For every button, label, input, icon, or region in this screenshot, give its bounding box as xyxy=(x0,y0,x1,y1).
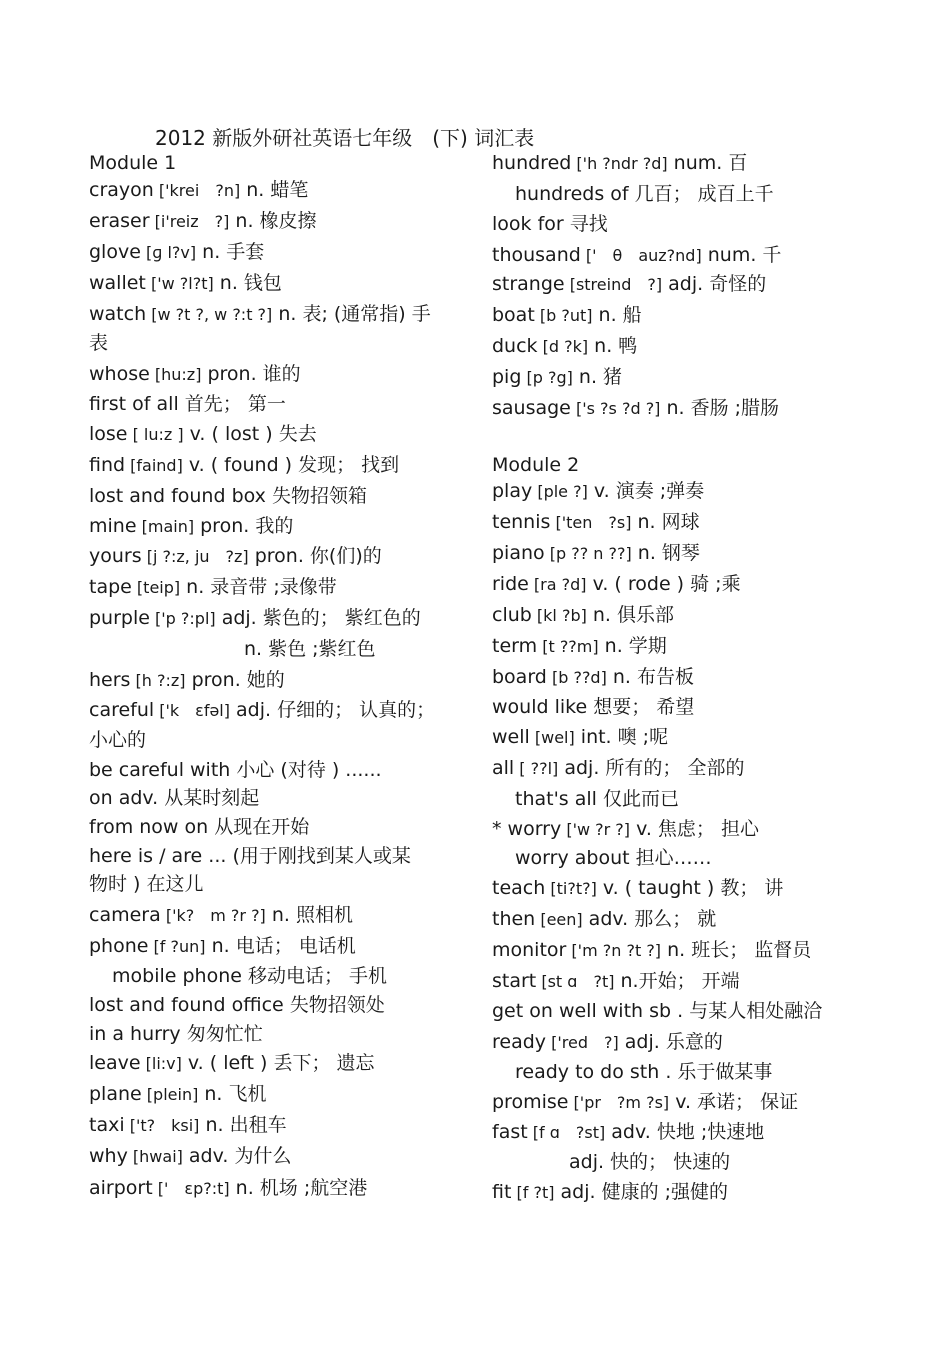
vocab-phonetic: [i'reiz ?] xyxy=(149,212,230,231)
vocab-entry-left xyxy=(89,483,367,509)
vocab-phonetic: ['k? m ?r ?] xyxy=(160,906,266,925)
vocab-phonetic: [ɡ l?v] xyxy=(140,243,197,262)
vocab-meaning: n.开始； 开端 xyxy=(614,970,740,992)
vocab-entry-left xyxy=(89,1175,367,1202)
vocab-phonetic: ['red ?] xyxy=(546,1033,619,1052)
vocab-word: all xyxy=(492,757,515,779)
vocab-entry-left xyxy=(89,391,286,417)
vocab-entry-left xyxy=(89,636,376,662)
vocab-word: promise xyxy=(492,1091,569,1113)
vocab-word: taxi xyxy=(89,1114,125,1136)
vocab-meaning: 失物招领处 xyxy=(283,994,385,1016)
vocab-phonetic: ['pr ?m ?s] xyxy=(568,1093,670,1112)
vocab-entry-left xyxy=(89,727,146,753)
vocab-entry-right xyxy=(492,724,668,751)
vocab-word: crayon xyxy=(89,179,154,201)
vocab-word: why xyxy=(89,1145,128,1167)
vocab-entry-left xyxy=(89,301,431,328)
vocab-word: strange xyxy=(492,273,565,295)
vocab-meaning: n. 船 xyxy=(592,304,642,326)
vocab-word: boat xyxy=(492,304,535,326)
vocab-meaning: v. ( taught ) 教； 讲 xyxy=(596,877,784,899)
vocab-word: from now on xyxy=(89,816,209,838)
vocab-meaning: v. ( found ) 发现； 找到 xyxy=(182,454,400,476)
vocab-entry-right xyxy=(492,875,783,902)
vocab-meaning: n. 俱乐部 xyxy=(586,604,675,626)
vocab-word: get on well with sb . xyxy=(492,1000,684,1022)
vocab-word: thousand xyxy=(492,244,581,266)
vocab-meaning: 失物招领箱 xyxy=(265,485,367,507)
vocab-phonetic: [streind ?] xyxy=(564,275,663,294)
vocab-meaning: n. 鸭 xyxy=(588,335,638,357)
vocab-word: leave xyxy=(89,1052,141,1074)
vocab-meaning: 首先； 第一 xyxy=(178,393,286,415)
vocab-entry-right xyxy=(492,816,759,843)
vocab-entry-right xyxy=(492,271,766,298)
vocab-phonetic: [hwai] xyxy=(127,1147,183,1166)
vocab-entry-right xyxy=(492,181,774,207)
vocab-meaning: n. 班长； 监督员 xyxy=(661,939,812,961)
vocab-word: ready to do sth . xyxy=(515,1061,672,1083)
vocab-meaning: 从某时刻起 xyxy=(158,787,260,809)
vocab-entry-left xyxy=(89,785,259,811)
vocab-entry-right xyxy=(492,998,822,1024)
vocab-entry-left xyxy=(89,992,385,1018)
vocab-entry-right xyxy=(492,509,700,536)
vocab-meaning: adj. 奇怪的 xyxy=(662,273,767,295)
vocab-entry-right xyxy=(492,755,744,782)
vocab-phonetic: [b ??d] xyxy=(546,668,607,687)
vocab-meaning: pron. 我的 xyxy=(194,515,294,537)
vocab-entry-left xyxy=(89,513,293,540)
vocab-entry-left xyxy=(89,177,308,204)
vocab-phonetic: [p ?? n ??] xyxy=(544,544,632,563)
vocab-word: monitor xyxy=(492,939,567,961)
vocab-phonetic: [een] xyxy=(535,910,583,929)
vocab-entry-right xyxy=(492,937,811,964)
vocab-word: hers xyxy=(89,669,131,691)
vocab-meaning: v. 承诺； 保证 xyxy=(669,1091,799,1113)
vocab-phonetic: ['s ?s ?d ?] xyxy=(570,399,661,418)
vocab-word: purple xyxy=(89,607,150,629)
vocab-phonetic: [main] xyxy=(136,517,195,536)
vocab-entry-right xyxy=(492,694,694,720)
vocab-word: phone xyxy=(89,935,149,957)
vocab-meaning: adj. 所有的； 全部的 xyxy=(558,757,745,779)
vocab-meaning: adj. 仔细的； 认真的； xyxy=(230,699,436,721)
vocab-entry-right xyxy=(492,906,716,933)
vocab-word: 物时 ) 在这儿 xyxy=(89,873,204,895)
vocab-entry-left xyxy=(89,963,387,989)
vocab-phonetic: [d ?k] xyxy=(537,337,589,356)
page-title: 2012 新版外研社英语七年级 (下) 词汇表 xyxy=(155,126,535,150)
vocab-word: careful xyxy=(89,699,155,721)
vocab-meaning: 小心 (对待 ) ...... xyxy=(230,759,382,781)
vocab-word: 小心的 xyxy=(89,729,147,751)
vocab-meaning: adj. 乐意的 xyxy=(618,1031,723,1053)
vocab-entry-left xyxy=(89,843,411,869)
vocab-meaning: v. ( lost ) 失去 xyxy=(183,423,317,445)
vocab-meaning: 想要； 希望 xyxy=(587,696,695,718)
vocab-meaning: num. 千 xyxy=(701,244,782,266)
vocab-meaning: adv. 为什么 xyxy=(182,1145,292,1167)
vocab-phonetic: [plein] xyxy=(141,1085,199,1104)
vocab-entry-right xyxy=(492,664,694,691)
vocab-meaning: v. ( rode ) 骑 ;乘 xyxy=(586,573,741,595)
vocab-meaning: 担心…… xyxy=(629,847,712,869)
vocab-phonetic: ['p ?:pl] xyxy=(149,609,216,628)
vocab-meaning: n. 紫色 ;紫红色 xyxy=(244,638,376,660)
vocab-phonetic: ['k ɛfəl] xyxy=(154,701,230,720)
vocab-phonetic: [st ɑ ?t] xyxy=(536,972,615,991)
vocab-entry-left xyxy=(89,239,264,266)
vocab-meaning: pron. 她的 xyxy=(185,669,285,691)
vocab-meaning: n. 学期 xyxy=(598,635,667,657)
vocab-word: ready xyxy=(492,1031,547,1053)
vocab-meaning: adj. 快的； 快速的 xyxy=(569,1151,731,1173)
vocab-phonetic: ['m ?n ?t ?] xyxy=(566,941,662,960)
vocab-word: Module 1 xyxy=(89,152,177,174)
vocab-entry-left xyxy=(89,871,204,897)
vocab-entry-left xyxy=(89,902,353,929)
vocab-entry-left xyxy=(89,933,356,960)
vocab-word: fit xyxy=(492,1181,512,1203)
vocab-meaning: int. 噢 ;呢 xyxy=(574,726,669,748)
vocab-meaning: n. 电话； 电话机 xyxy=(205,935,356,957)
vocab-meaning: adj. 健康的 ;强健的 xyxy=(554,1181,729,1203)
vocab-word: then xyxy=(492,908,536,930)
vocab-word: glove xyxy=(89,241,141,263)
vocab-phonetic: ['w ?r ?] xyxy=(561,820,631,839)
vocab-entry-right xyxy=(492,1059,772,1085)
vocab-word: duck xyxy=(492,335,538,357)
vocab-meaning: n. 钱包 xyxy=(213,272,282,294)
vocab-meaning: 乐于做某事 xyxy=(671,1061,773,1083)
vocab-entry-right xyxy=(492,1029,723,1056)
vocab-meaning: 与某人相处融洽 xyxy=(683,1000,823,1022)
vocab-meaning: n. 照相机 xyxy=(265,904,353,926)
vocab-phonetic: ['h ?ndr ?d] xyxy=(571,154,668,173)
vocab-phonetic: [b ?ut] xyxy=(534,306,593,325)
vocab-word: fast xyxy=(492,1121,528,1143)
vocab-meaning: 几百； 成百上千 xyxy=(628,183,774,205)
vocab-phonetic: [p ?g] xyxy=(521,368,573,387)
vocab-word: sausage xyxy=(492,397,571,419)
vocab-word: 表 xyxy=(89,332,109,354)
vocab-word: mobile phone xyxy=(112,965,242,987)
vocab-phonetic: [ lu:z ] xyxy=(127,425,184,444)
vocab-meaning: n. 橡皮擦 xyxy=(229,210,317,232)
vocab-meaning: adv. 快地 ;快速地 xyxy=(605,1121,765,1143)
vocab-entry-left xyxy=(89,605,421,632)
vocab-phonetic: [teip] xyxy=(131,578,181,597)
vocab-phonetic: ['t? ksi] xyxy=(124,1116,200,1135)
vocab-meaning: 寻找 xyxy=(563,213,608,235)
vocab-meaning: n. 香肠 ;腊肠 xyxy=(660,397,780,419)
vocab-word: yours xyxy=(89,545,142,567)
vocab-entry-left xyxy=(89,1021,263,1047)
vocab-phonetic: [f ?t] xyxy=(511,1183,555,1202)
vocab-meaning: 从现在开始 xyxy=(208,816,310,838)
vocab-word: pig xyxy=(492,366,522,388)
vocab-entry-right xyxy=(492,333,637,360)
vocab-entry-left xyxy=(89,757,382,783)
vocab-meaning: n. 布告板 xyxy=(606,666,694,688)
vocab-phonetic: [' ɛp?:t] xyxy=(152,1179,230,1198)
vocab-word: tape xyxy=(89,576,132,598)
vocab-phonetic: [hu:z] xyxy=(149,365,202,384)
vocab-entry-right xyxy=(492,242,781,269)
vocab-phonetic: [ple ?] xyxy=(532,482,588,501)
vocab-meaning: n. 机场 ;航空港 xyxy=(229,1177,368,1199)
vocab-meaning: n. 手套 xyxy=(196,241,265,263)
vocab-entry-left xyxy=(89,1112,287,1139)
vocab-word: lose xyxy=(89,423,128,445)
vocab-meaning: pron. 你(们)的 xyxy=(248,545,382,567)
vocab-entry-right xyxy=(492,540,700,567)
vocab-word: teach xyxy=(492,877,546,899)
vocab-word: in a hurry xyxy=(89,1023,181,1045)
vocab-phonetic: [' θ auz?nd] xyxy=(580,246,702,265)
vocab-word: look for xyxy=(492,213,564,235)
vocab-entry-right xyxy=(492,1089,798,1116)
vocab-word: worry about xyxy=(515,847,630,869)
vocab-word: whose xyxy=(89,363,150,385)
vocab-entry-left xyxy=(89,421,317,448)
vocab-entry-left xyxy=(89,1050,375,1077)
vocab-word: club xyxy=(492,604,532,626)
vocab-entry-right xyxy=(492,1119,764,1146)
vocab-entry-left xyxy=(89,452,399,479)
vocab-word: well xyxy=(492,726,530,748)
vocab-entry-left xyxy=(89,667,285,694)
vocab-word: watch xyxy=(89,303,147,325)
vocab-word: lost and found box xyxy=(89,485,266,507)
vocab-phonetic: [wel] xyxy=(529,728,575,747)
vocab-entry-right xyxy=(492,452,579,478)
vocab-entry-left xyxy=(89,574,337,601)
vocab-meaning: (用于刚找到某人或某 xyxy=(226,845,411,867)
vocab-word: here is / are ... xyxy=(89,845,227,867)
vocab-meaning: 匆匆忙忙 xyxy=(180,1023,263,1045)
vocab-word: term xyxy=(492,635,538,657)
vocab-word: lost and found office xyxy=(89,994,284,1016)
vocab-word: tennis xyxy=(492,511,551,533)
vocab-entry-left xyxy=(89,543,382,570)
vocab-word: airport xyxy=(89,1177,153,1199)
vocab-meaning: n. 飞机 xyxy=(198,1083,267,1105)
vocab-phonetic: [ra ?d] xyxy=(528,575,587,594)
vocab-entry-right xyxy=(492,478,704,505)
vocab-meaning: v. ( left ) 丢下； 遗忘 xyxy=(181,1052,375,1074)
vocab-entry-right xyxy=(492,602,674,629)
vocab-word: eraser xyxy=(89,210,150,232)
vocab-entry-right xyxy=(492,845,712,871)
vocab-word: first of all xyxy=(89,393,179,415)
vocab-phonetic: [faind] xyxy=(125,456,183,475)
vocab-entry-right xyxy=(492,211,608,237)
vocab-word: ride xyxy=(492,573,529,595)
vocab-phonetic: [h ?:z] xyxy=(130,671,186,690)
vocab-entry-right xyxy=(492,395,779,422)
vocab-phonetic: [f ?un] xyxy=(148,937,206,956)
vocab-phonetic: [kl ?b] xyxy=(531,606,587,625)
vocab-word: start xyxy=(492,970,537,992)
vocab-phonetic: [f ɑ ?st] xyxy=(527,1123,606,1142)
vocab-word: mine xyxy=(89,515,137,537)
vocab-word: camera xyxy=(89,904,161,926)
vocab-meaning: pron. 谁的 xyxy=(201,363,301,385)
vocab-meaning: adj. 紫色的； 紫红色的 xyxy=(215,607,421,629)
vocab-meaning: v. 焦虑； 担心 xyxy=(630,818,759,840)
vocab-word: be careful with xyxy=(89,759,231,781)
vocab-word: play xyxy=(492,480,533,502)
vocab-word: board xyxy=(492,666,547,688)
vocab-entry-left xyxy=(89,150,176,176)
vocab-meaning: n. 蜡笔 xyxy=(240,179,309,201)
vocab-meaning: n. 猪 xyxy=(572,366,623,388)
vocab-word: would like xyxy=(492,696,588,718)
vocab-phonetic: ['krei ?n] xyxy=(153,181,241,200)
vocab-meaning: v. 演奏 ;弹奏 xyxy=(587,480,705,502)
vocab-meaning: n. 出租车 xyxy=(199,1114,287,1136)
vocab-meaning: n. 录音带 ;录像带 xyxy=(180,576,337,598)
vocab-word: plane xyxy=(89,1083,142,1105)
vocab-phonetic: [w ?t ?, w ?:t ?] xyxy=(146,305,273,324)
vocab-meaning: num. 百 xyxy=(667,152,748,174)
vocab-entry-right xyxy=(492,150,747,177)
vocab-phonetic: [ ??l] xyxy=(514,759,559,778)
vocab-meaning: 移动电话； 手机 xyxy=(241,965,388,987)
vocab-word: wallet xyxy=(89,272,146,294)
vocab-entry-left xyxy=(89,697,435,724)
vocab-phonetic: ['w ?l?t] xyxy=(145,274,214,293)
vocab-word: hundreds of xyxy=(515,183,629,205)
vocab-phonetic: [t ??m] xyxy=(537,637,599,656)
vocab-meaning: adv. 那么； 就 xyxy=(582,908,717,930)
vocab-phonetic: [j ?:z, ju ?z] xyxy=(141,547,249,566)
vocab-word: find xyxy=(89,454,126,476)
vocab-word: on adv. xyxy=(89,787,159,809)
vocab-entry-left xyxy=(89,208,317,235)
vocab-entry-right xyxy=(492,786,679,812)
vocab-entry-right xyxy=(492,968,740,995)
vocab-entry-left xyxy=(89,1081,267,1108)
vocab-entry-left xyxy=(89,330,108,356)
vocab-word: * worry xyxy=(492,818,562,840)
vocab-word: Module 2 xyxy=(492,454,580,476)
vocab-entry-right xyxy=(492,1149,730,1175)
vocab-entry-right xyxy=(492,571,741,598)
vocab-phonetic: [li:v] xyxy=(140,1054,182,1073)
vocab-entry-right xyxy=(492,633,667,660)
vocab-phonetic: ['ten ?s] xyxy=(550,513,632,532)
vocab-entry-left xyxy=(89,361,301,388)
vocab-entry-left xyxy=(89,814,309,840)
vocab-word: piano xyxy=(492,542,545,564)
vocab-word: hundred xyxy=(492,152,572,174)
vocab-word: that's all xyxy=(515,788,597,810)
vocab-entry-left xyxy=(89,1143,291,1170)
vocab-meaning: 仅此而已 xyxy=(596,788,679,810)
vocab-phonetic: [ti?t?] xyxy=(545,879,597,898)
vocab-entry-right xyxy=(492,302,642,329)
vocab-entry-right xyxy=(492,364,622,391)
vocab-meaning: n. 表; (通常指) 手 xyxy=(272,303,431,325)
vocab-entry-right xyxy=(492,1179,728,1206)
vocab-entry-left xyxy=(89,270,282,297)
vocab-meaning: n. 钢琴 xyxy=(631,542,700,564)
vocab-meaning: n. 网球 xyxy=(631,511,700,533)
